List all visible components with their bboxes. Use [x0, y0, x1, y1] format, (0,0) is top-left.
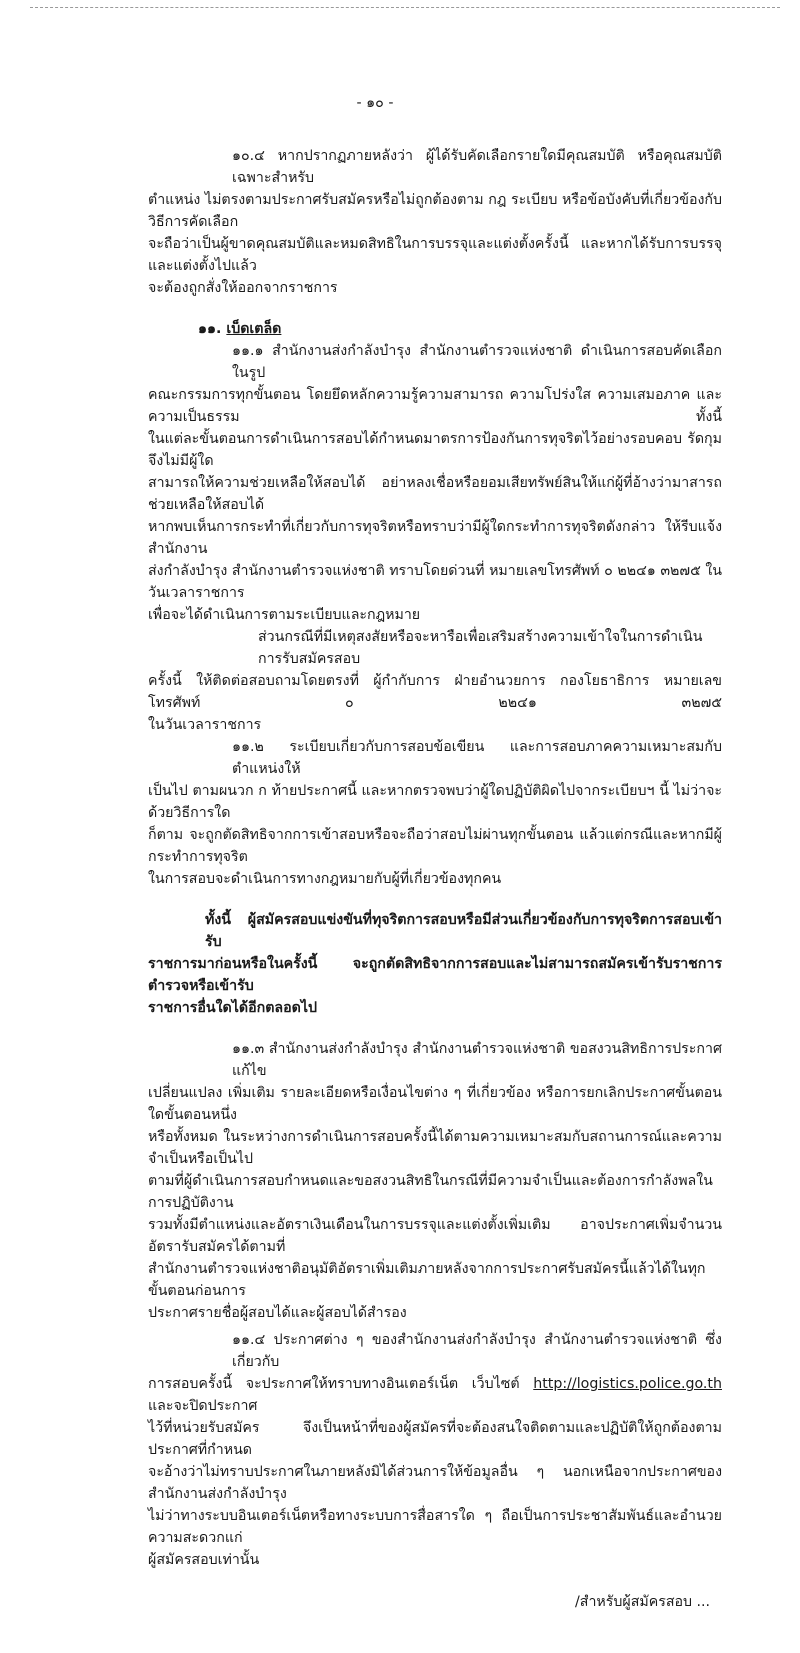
s11-1b-line: ส่วนกรณีที่มีเหตุสงสัยหรือจะหารือเพื่อเสริมสร้างความเข้าใจในการดำเนินการรับสมัครสอบ [258, 629, 703, 667]
s11-1-line: เพื่อจะได้ดำเนินการตามระเบียบและกฎหมาย [148, 607, 421, 623]
s11-1-line: ๑๑.๑ สำนักงานส่งกำลังบำรุง สำนักงานตำรวจแห่งชาติ ดำเนินการสอบคัดเลือกในรูป [232, 343, 722, 381]
s11-4-line: ผู้สมัครสอบเท่านั้น [148, 1552, 260, 1568]
section-10-4 [148, 145, 722, 299]
s11-1b-line: ครั้งนี้ ให้ติดต่อสอบถามโดยตรงที่ ผู้กำกับการ ฝ่ายอำนวยการ กองโยธาธิการ หมายเลขโทรศัพท์ ๐ ๒๒๔๑ ๓๒๗๕ [148, 673, 722, 711]
s11-1-line: ในแต่ละขั้นตอนการดำเนินการสอบได้กำหนดมาตรการป้องกันการทุจริตไว้อย่างรอบคอบ รัดกุม จึงไม่มีผู้ใด [148, 431, 722, 469]
warning-line: ราชการอื่นใดได้อีกตลอดไป [148, 1000, 317, 1016]
warning-line: ราชการมาก่อนหรือในครั้งนี้ จะถูกตัดสิทธิจากการสอบและไม่สามารถสมัครเข้ารับราชการตำรวจหรือเข้ารับ [148, 956, 722, 994]
s11-1-line: ส่งกำลังบำรุง สำนักงานตำรวจแห่งชาติ ทราบโดยด่วนที่ หมายเลขโทรศัพท์ ๐ ๒๒๔๑ ๓๒๗๕ ในวันเวลาราชการ [148, 563, 722, 601]
section-11-2 [148, 736, 722, 890]
s10-4-line: ตำแหน่ง ไม่ตรงตามประกาศรับสมัครหรือไม่ถูกต้องตาม กฎ ระเบียบ หรือข้อบังคับที่เกี่ยวข้องกับวิธีการคัดเลือก [148, 192, 722, 230]
section-11-3 [148, 1038, 722, 1324]
s11-4-line: การสอบครั้งนี้ จะประกาศให้ทราบทางอินเตอร์เน็ต เว็บไซต์ http://logistics.police.go.th และจะปิดประกาศ [148, 1376, 722, 1414]
s11-1-line: สามารถให้ความช่วยเหลือให้สอบได้ อย่าหลงเชื่อหรือยอมเสียทรัพย์สินให้แก่ผู้ที่อ้างว่ามาสารถช่วยเหลือให้สอบได้ [148, 475, 722, 513]
s11-3-line: เปลี่ยนแปลง เพิ่มเติม รายละเอียดหรือเงื่อนไขต่าง ๆ ที่เกี่ยวข้อง หรือการยกเลิกประกาศขั้นตอนใดขั้นตอนหนึ่ง [148, 1085, 722, 1123]
s11-3-line: ประกาศรายชื่อผู้สอบได้และผู้สอบได้สำรอง [148, 1305, 407, 1321]
warning-line: ทั้งนี้ ผู้สมัครสอบแข่งขันที่ทุจริตการสอบหรือมีส่วนเกี่ยวข้องกับการทุจริตการสอบเข้ารับ [205, 912, 722, 950]
s11-3-line: ๑๑.๓ สำนักงานส่งกำลังบำรุง สำนักงานตำรวจแห่งชาติ ขอสงวนสิทธิการประกาศแก้ไข [232, 1041, 722, 1079]
s11-3-line: สำนักงานตำรวจแห่งชาติอนุมัติอัตราเพิ่มเติมภายหลังจากการประกาศรับสมัครนี้แล้วได้ในทุกขั้นตอนก่อนการ [148, 1261, 706, 1299]
continuation-note [148, 1591, 722, 1613]
section-11-1-contact [148, 626, 722, 736]
page-number: - ๑๐ - [356, 95, 394, 111]
s10-4-line: ๑๐.๔ หากปรากฏภายหลังว่า ผู้ได้รับคัดเลือกรายใดมีคุณสมบัติ หรือคุณสมบัติเฉพาะสำหรับ [232, 148, 722, 186]
section-11-number: ๑๑. [198, 321, 222, 337]
s11-4-line: ไม่ว่าทางระบบอินเตอร์เน็ตหรือทางระบบการสื่อสารใด ๆ ถือเป็นการประชาสัมพันธ์และอำนวยความสะดวกแก่ [148, 1508, 722, 1546]
s11-3-line: ตามที่ผู้ดำเนินการสอบกำหนดและขอสงวนสิทธิในกรณีที่มีความจำเป็นและต้องการกำลังพลในการปฏิบัติงาน [148, 1173, 713, 1211]
s10-4-line: จะต้องถูกสั่งให้ออกจากราชการ [148, 280, 338, 296]
s11-4-line: จะอ้างว่าไม่ทราบประกาศในภายหลังมิได้ส่วนการให้ข้อมูลอื่น ๆ นอกเหนือจากประกาศของสำนักงานส่งกำลังบำรุง [148, 1464, 722, 1502]
s11-4-line: ไว้ที่หน่วยรับสมัคร จึงเป็นหน้าที่ของผู้สมัครที่จะต้องสนใจติดตามและปฏิบัติให้ถูกต้องตามประกาศที่กำหนด [148, 1420, 722, 1458]
s11-3-line: หรือทั้งหมด ในระหว่างการดำเนินการสอบครั้งนี้ได้ตามความเหมาะสมกับสถานการณ์และความจำเป็นหรือเป็นไป [148, 1129, 722, 1167]
document-body [148, 0, 722, 1653]
s11-3-line: รวมทั้งมีตำแหน่งและอัตราเงินเดือนในการบรรจุและแต่งตั้งเพิ่มเติม อาจประกาศเพิ่มจำนวนอัตรารับสมัครได้ตามที่ [148, 1217, 722, 1255]
warning-paragraph [148, 909, 722, 1019]
section-11-heading [198, 318, 722, 340]
s11-1-line: หากพบเห็นการกระทำที่เกี่ยวกับการทุจริตหรือทราบว่ามีผู้ใดกระทำการทุจริตดังกล่าว ให้รีบแจ้ง สำนักงาน [148, 519, 722, 557]
s11-1-line: คณะกรรมการทุกขั้นตอน โดยยึดหลักความรู้ความสามารถ ความโปร่งใส ความเสมอภาค และความเป็นธรรม ทั้งนี้ [148, 387, 722, 425]
website-link[interactable]: http://logistics.police.go.th [533, 1376, 722, 1392]
s11-2-line: ก็ตาม จะถูกตัดสิทธิจากการเข้าสอบหรือจะถือว่าสอบไม่ผ่านทุกขั้นตอน แล้วแต่กรณีและหากมีผู้กระทำการทุจริต [148, 827, 722, 865]
footer-line: /สำหรับผู้สมัครสอบ ... [575, 1594, 711, 1610]
s11-1b-line: ในวันเวลาราชการ [148, 717, 262, 733]
s10-4-line: จะถือว่าเป็นผู้ขาดคุณสมบัติและหมดสิทธิในการบรรจุและแต่งตั้งครั้งนี้ และหากได้รับการบรรจุและแต่งตั้งไปแล้ว [148, 236, 722, 274]
s11-2-line: ๑๑.๒ ระเบียบเกี่ยวกับการสอบข้อเขียน และการสอบภาคความเหมาะสมกับตำแหน่งให้ [232, 739, 722, 777]
s11-4-line: ๑๑.๔ ประกาศต่าง ๆ ของสำนักงานส่งกำลังบำรุง สำนักงานตำรวจแห่งชาติ ซึ่งเกี่ยวกับ [232, 1332, 722, 1370]
section-11-title: เบ็ดเตล็ด [226, 321, 282, 337]
s11-2-line: เป็นไป ตามผนวก ก ท้ายประกาศนี้ และหากตรวจพบว่าผู้ใดปฏิบัติผิดไปจากระเบียบฯ นี้ ไม่ว่าจะด้วยวิธีการใด [148, 783, 722, 821]
s11-2-line: ในการสอบจะดำเนินการทางกฎหมายกับผู้ที่เกี่ยวข้องทุกคน [148, 871, 502, 887]
section-11-4 [148, 1329, 722, 1571]
section-11-1 [148, 340, 722, 626]
